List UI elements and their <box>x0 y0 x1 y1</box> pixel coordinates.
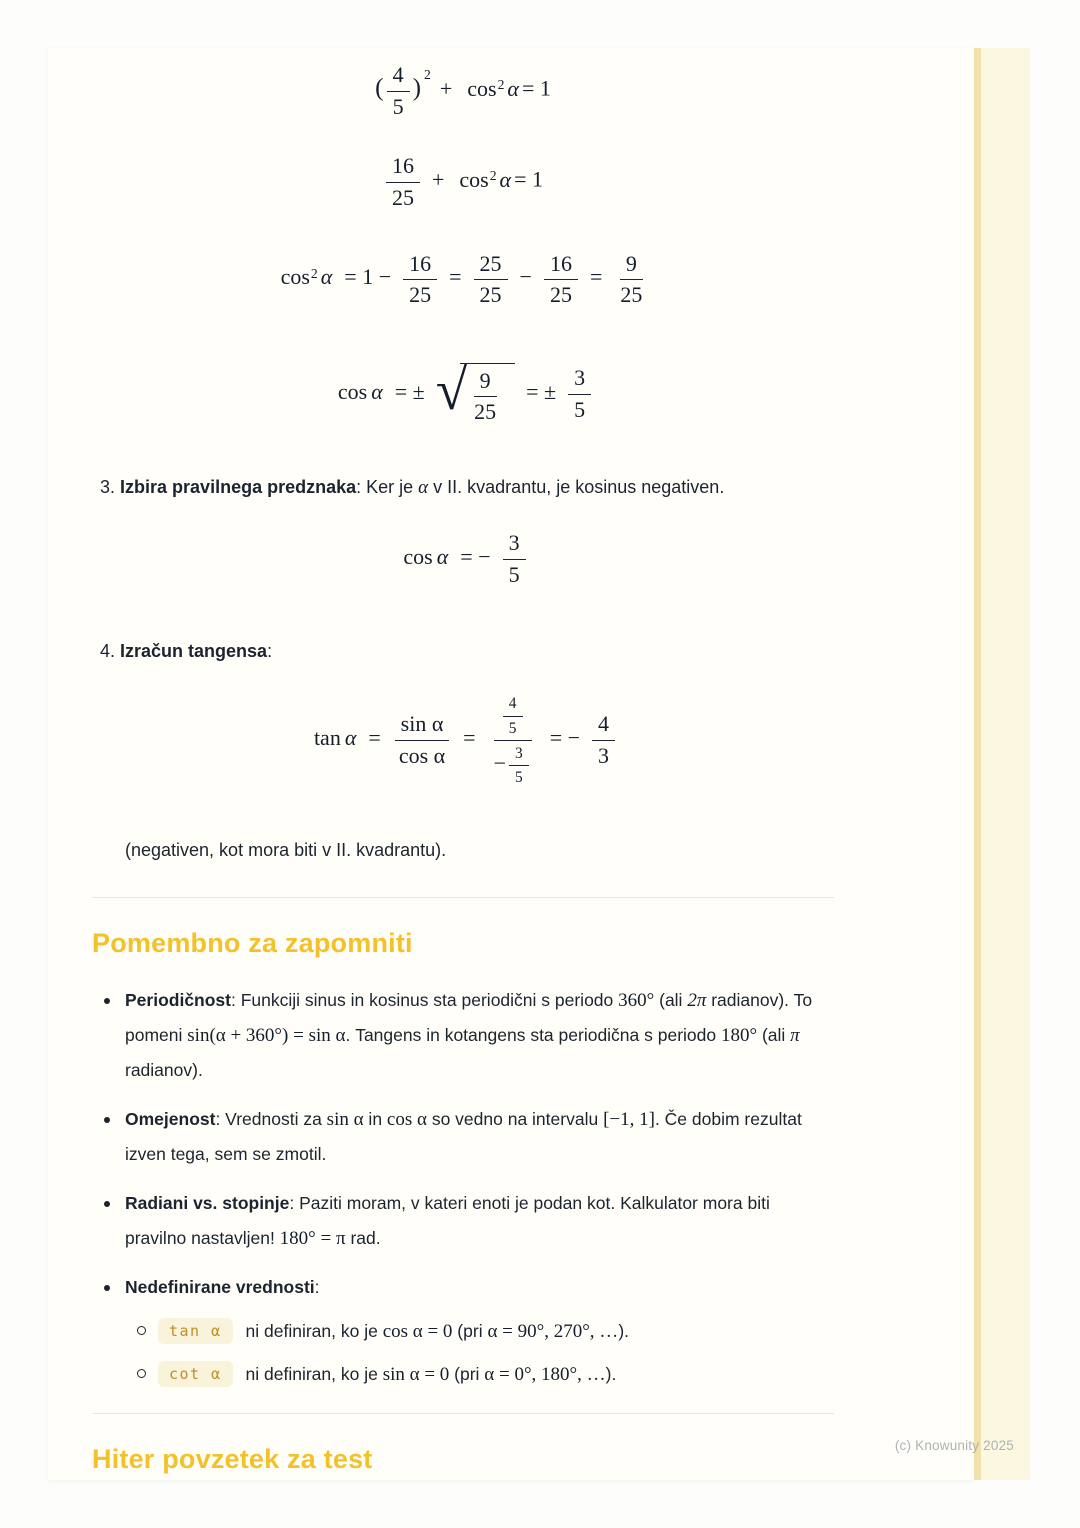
math-inline: cos α <box>386 1109 427 1131</box>
sub-text: (pri <box>452 1321 488 1342</box>
equation-cos-squared-result <box>92 251 834 308</box>
bullet-text: radianov). To pomeni <box>125 990 813 1046</box>
alpha-variable: α <box>371 378 383 404</box>
math-inline: [−1, 1] <box>603 1109 655 1131</box>
math-inline: α = 90°, 270°, … <box>487 1321 619 1343</box>
cos-function: cos <box>337 378 368 404</box>
math-inline: 180° <box>721 1025 758 1047</box>
fraction-3-5: $\frac{3}{5}$ <box>509 744 529 787</box>
alpha-inline: α <box>418 477 429 498</box>
open-paren: ( <box>375 73 384 102</box>
exponent: 2 <box>497 76 505 92</box>
cos-function: cos <box>467 75 497 101</box>
fraction-16-25: $\frac{16}{25}$ <box>386 153 420 210</box>
bullet-text: : Funkciji sinus in kosinus sta periodični s periodo <box>231 990 619 1011</box>
cos-function: cos <box>459 166 489 192</box>
sub-text: (pri <box>449 1364 485 1385</box>
exponent: 2 <box>310 265 318 281</box>
fraction-9-25: $\frac{9}{25}$ <box>620 250 643 308</box>
bullet-label: Periodičnost <box>125 990 231 1011</box>
math-inline: 180° = π <box>279 1228 346 1250</box>
important-points-list <box>92 983 834 1391</box>
exponent: 2 <box>489 168 497 184</box>
step-label: Izračun tangensa <box>120 641 268 662</box>
separator: : <box>356 477 367 497</box>
close-paren: ) <box>412 73 421 102</box>
sub-text: ni definiran, ko je <box>240 1321 383 1342</box>
fraction-sin-cos: $\frac{\text{sin α}}{\text{cos α}}$ <box>393 711 451 768</box>
section-divider <box>92 897 834 898</box>
bullet-label: Omejenost <box>125 1109 216 1130</box>
fraction-4-3: $\frac{4}{3}$ <box>592 711 615 768</box>
bullet-nedefinirane <box>92 1270 834 1391</box>
bullet-text: : Vrednosti za <box>215 1109 327 1130</box>
step-text: Ker je <box>366 477 419 497</box>
alpha-variable: α <box>344 724 357 750</box>
equation-squared-fraction <box>92 153 834 210</box>
equals-minus: = − <box>460 543 491 569</box>
radical-sign: √ <box>435 359 468 423</box>
fraction-16-25: $\frac{16}{25}$ <box>544 251 578 308</box>
minus-sign: − <box>493 750 507 776</box>
sub-text: ). <box>605 1364 617 1385</box>
alpha-variable: α <box>507 75 519 101</box>
alpha-variable: α <box>499 166 512 192</box>
step-label: Izbira pravilnega predznaka <box>120 477 357 497</box>
fraction-nested <box>488 693 538 786</box>
nested-numerator <box>494 693 532 741</box>
math-inline: α = 0°, 180°, … <box>484 1364 606 1386</box>
sub-text: ni definiran, ko je <box>240 1364 383 1385</box>
cos-function: cos <box>403 543 433 569</box>
equals-minus: = − <box>549 724 581 750</box>
bullet-text: : <box>314 1277 320 1298</box>
equals-operator: = <box>449 264 462 290</box>
bullet-text: . Tangens in kotangens sta periodična s periodo <box>345 1025 721 1046</box>
cos-function: cos <box>280 264 310 290</box>
fraction-16-25: $\frac{16}{25}$ <box>403 251 437 308</box>
bullet-text: (ali <box>757 1025 791 1046</box>
page-edge-highlight <box>974 48 1030 1480</box>
step-number: 4. <box>100 641 116 662</box>
fraction-25-25: $\frac{25}{25}$ <box>474 251 508 308</box>
equals-one: = 1 <box>514 166 544 192</box>
equation-tangent <box>92 693 834 786</box>
plus-operator: + <box>439 75 453 101</box>
code-badge-tan: tan α <box>158 1318 233 1344</box>
bullet-omejenost <box>92 1102 834 1172</box>
math-inline: 2π <box>687 990 707 1012</box>
math-inline: sin α <box>326 1109 364 1131</box>
math-inline: 360° <box>618 990 655 1012</box>
bullet-text: so vedno na intervalu <box>426 1109 604 1130</box>
equals-one: = 1 <box>521 75 551 101</box>
equation-cos-negative <box>92 530 834 587</box>
section-title-povzetek: Hiter povzetek za test <box>92 1444 373 1475</box>
page-content <box>92 48 834 1475</box>
equals-operator: = <box>368 724 381 750</box>
bullet-label: Nedefinirane vrednosti <box>125 1277 315 1298</box>
equals-operator: = <box>463 724 476 750</box>
math-inline: cos α = 0 <box>382 1321 453 1343</box>
step-4-tangent <box>92 637 834 665</box>
equation-cos-sqrt <box>92 359 834 425</box>
bullet-radiani-stopinje <box>92 1186 834 1256</box>
step-number: 3. <box>100 477 116 497</box>
watermark: (c) Knowunity 2025 <box>894 1438 1014 1453</box>
alpha-variable: α <box>436 543 449 569</box>
sub-text: ). <box>618 1321 630 1342</box>
minus-operator: − <box>519 264 532 290</box>
bullet-text: (ali <box>654 990 688 1011</box>
bullet-text: in <box>363 1109 387 1130</box>
step-text: v II. kvadrantu, je kosinus negativen. <box>428 477 725 497</box>
math-inline: π <box>790 1025 800 1047</box>
bullet-periodicnost <box>92 983 834 1088</box>
bullet-label: Radiani vs. stopinje <box>125 1193 290 1214</box>
sub-bullet-tan <box>125 1315 834 1348</box>
plus-operator: + <box>431 166 445 192</box>
radicand <box>460 363 515 425</box>
fraction-4-5: $\frac{4}{5}$ <box>503 694 523 737</box>
fraction-9-25: $\frac{9}{25}$ <box>474 367 497 425</box>
section-title-pomembno: Pomembno za zapomniti <box>92 928 413 959</box>
step-3-sign-choice <box>92 473 834 502</box>
math-inline: sin α = 0 <box>382 1364 450 1386</box>
equals-one-minus: = 1 − <box>344 264 392 290</box>
code-badge-cot: cot α <box>158 1361 233 1387</box>
fraction-3-5: $\frac{3}{5}$ <box>568 365 591 422</box>
equals-operator: = <box>589 264 603 290</box>
nested-denominator <box>488 741 538 787</box>
separator: : <box>267 641 273 662</box>
fraction-3-5: $\frac{3}{5}$ <box>503 530 526 587</box>
square-root <box>435 359 515 425</box>
fraction-4-5: $\frac{4}{5}$ <box>387 62 410 119</box>
math-inline: sin(α + 360°) = sin α <box>187 1025 346 1047</box>
document-page <box>48 48 974 1480</box>
bullet-text: radianov). <box>125 1060 203 1081</box>
equals-plusminus: = ± <box>394 378 425 404</box>
bullet-text: rad. <box>345 1228 381 1249</box>
section-divider <box>92 1413 834 1414</box>
equation-substituted-sine <box>92 62 834 119</box>
quadrant-note: (negativen, kot mora biti v II. kvadrantu). <box>125 840 447 861</box>
alpha-variable: α <box>320 264 333 290</box>
bullet-text: : Paziti moram, v kateri enoti je podan kot. Kalkulator mora biti pravilno nastavljen! <box>125 1193 770 1249</box>
exponent: 2 <box>424 66 431 82</box>
tan-function: tan <box>313 724 341 750</box>
bullet-text: . Če dobim rezultat izven tega, sem se zmotil. <box>125 1109 802 1165</box>
sub-bullet-cot <box>125 1358 834 1391</box>
equals-plusminus: = ± <box>526 378 557 404</box>
